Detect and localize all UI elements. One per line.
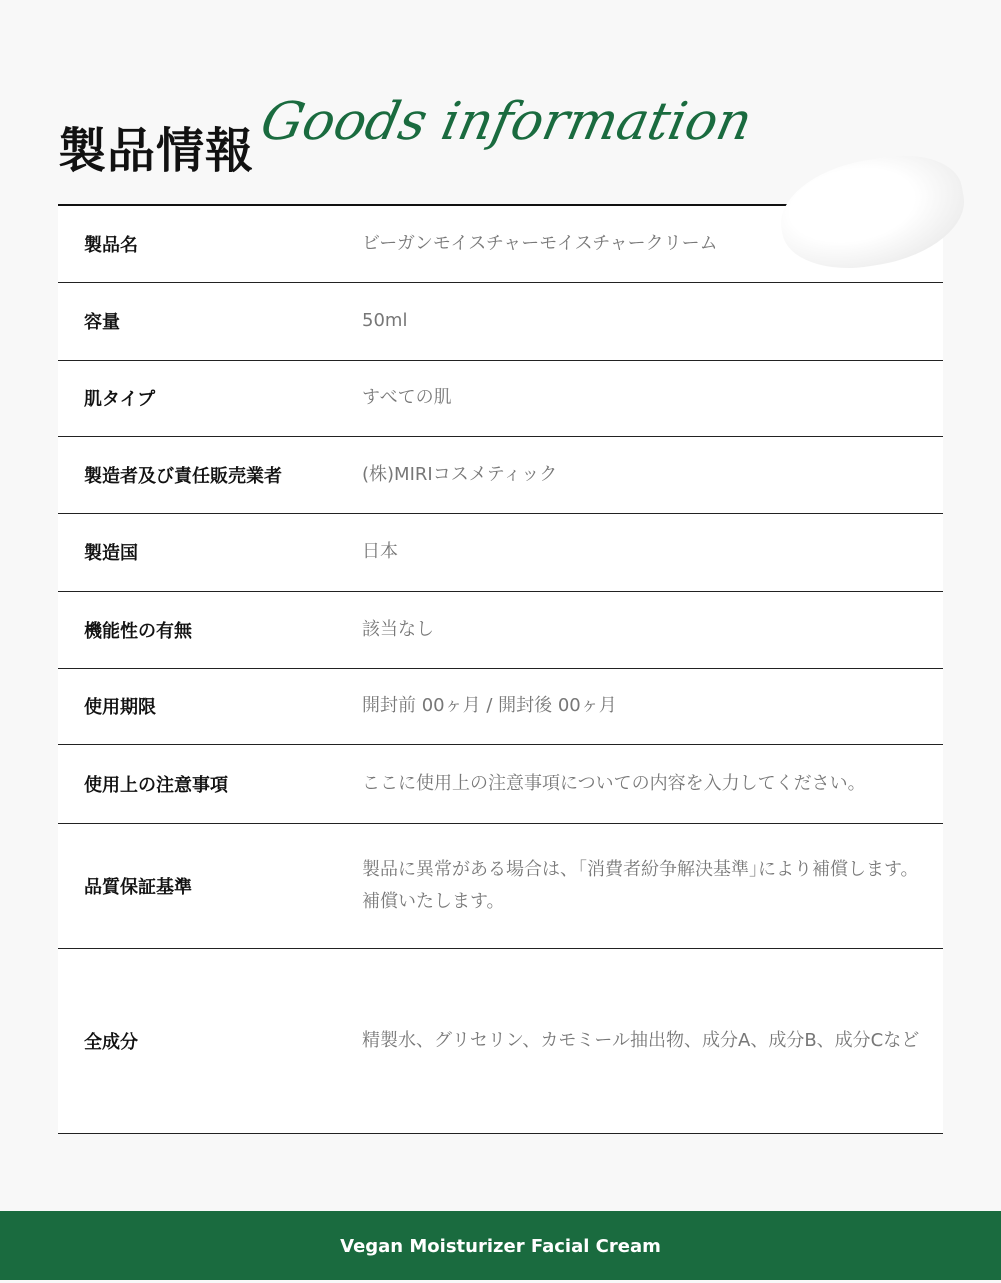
row-label: 容量 [58, 282, 362, 360]
table-row [58, 591, 943, 668]
product-info-table [58, 204, 943, 1134]
row-label: 機能性の有無 [58, 591, 362, 668]
row-label: 製造者及び責任販売業者 [58, 436, 362, 513]
table-row [58, 360, 943, 436]
footer-banner: Vegan Moisturizer Facial Cream [0, 1211, 1001, 1280]
table-row [58, 513, 943, 591]
row-label: 品質保証基準 [58, 823, 362, 948]
table-row [58, 282, 943, 360]
row-label: 製品名 [58, 205, 362, 282]
row-value: ここに使用上の注意事項についての内容を入力してください。 [362, 744, 943, 823]
row-value: 50ml [362, 282, 943, 360]
page-title: 製品情報 [58, 123, 255, 179]
row-label: 全成分 [58, 948, 362, 1133]
table-row [58, 436, 943, 513]
table-row [58, 668, 943, 744]
table-row [58, 823, 943, 948]
row-label: 製造国 [58, 513, 362, 591]
row-value: すべての肌 [362, 360, 943, 436]
table-row [58, 744, 943, 823]
row-label: 使用上の注意事項 [58, 744, 362, 823]
row-value: 開封前 00ヶ月 / 開封後 00ヶ月 [362, 668, 943, 744]
row-label: 肌タイプ [58, 360, 362, 436]
row-value: 該当なし [362, 591, 943, 668]
page-subtitle: Goods information [255, 92, 758, 152]
row-value: 精製水、グリセリン、カモミール抽出物、成分A、成分B、成分Cなど [362, 948, 943, 1133]
row-value: 製品に異常がある場合は、｢消費者紛争解決基準｣により補償します。補償いたします。 [362, 823, 943, 948]
row-value: ビーガンモイスチャーモイスチャークリーム [362, 205, 943, 282]
row-value: (株)MIRIコスメティック [362, 436, 943, 513]
table-row [58, 948, 943, 1133]
row-label: 使用期限 [58, 668, 362, 744]
row-value: 日本 [362, 513, 943, 591]
